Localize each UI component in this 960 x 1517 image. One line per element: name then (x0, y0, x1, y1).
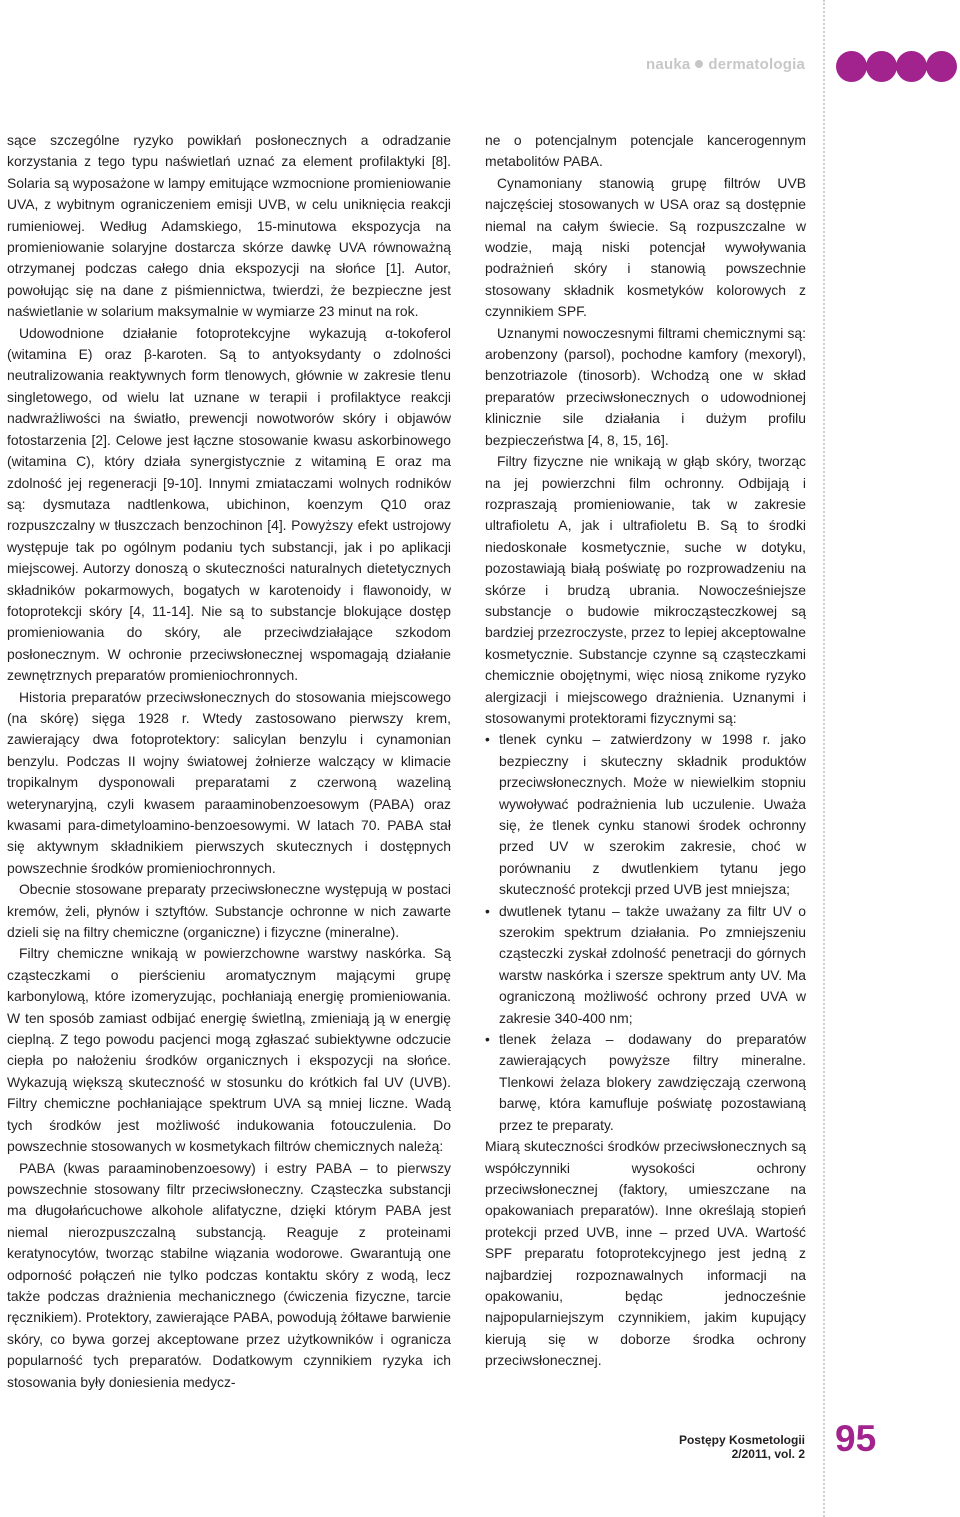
circle-icon (896, 51, 927, 82)
paragraph: Historia preparatów przeciwsłonecznych do stosowania miejscowego (na skórę) sięga 1928 r. Wtedy zastosowano pierwszy krem, zawierający dwa fotoprotektory: salicylan benzylu i cynamonian benzylu. Podczas II wojny światowej żołnierze walczący w klimacie tropikalnym dysponowali preparatami z czerwoną wazeliną weterynaryjną, czyli kwasem paraaminobenzoesowym (PABA) oraz kwasami para-dimetyloamino-benzoesowymi. W latach 70. PABA stał się aktywnym składnikiem pierwszych skutecznych i dostępnych powszechnie środków promieniochronnych. (7, 688, 451, 876)
right-column (485, 130, 806, 1372)
circle-icon (866, 51, 897, 82)
section-header (600, 56, 805, 73)
left-column (7, 130, 451, 1393)
list-item: • dwutlenek tytanu – także uważany za filtr UV o szerokim spektrum działania. Po zmniejszeniu cząsteczki zyskał zdolność penetracji do górnych warstw naskórka i szersze spektrum anty UV. Ma ograniczoną możliwość ochrony przed UVA w zakresie 340-400 nm; (485, 901, 806, 1029)
page-number: 95 (835, 1418, 877, 1459)
circle-icon (836, 51, 867, 82)
section-label: nauka (646, 56, 691, 73)
bullet-dot-icon (695, 60, 703, 68)
subsection-label: dermatologia (708, 56, 805, 73)
paragraph: Miarą skuteczności środków przeciwsłonecznych są współczynniki wysokości ochrony przeciwsłonecznej (faktory, umieszczane na opakowaniach preparatów). Inne określają stopień protekcji przed UVB, inne – przed UVA. Wartość SPF preparatu fotoprotekcyjnego jest jedną z najbardziej rozpoznawalnych informacji na opakowaniu, będąc jednocześnie najpopularniejszym czynnikiem, jakim kupujący kierują się w doborze środka ochrony przeciwsłonecznej. (485, 1138, 806, 1369)
journal-citation: Postępy Kosmetologii 2/2011, vol. 2 (678, 1433, 805, 1461)
paragraph: Uznanymi nowoczesnymi filtrami chemicznymi są: arobenzony (parsol), pochodne kamfory (mexoryl), benzotriazole (tinosorb). Wchodzą one w skład preparatów przeciwsłonecznych o udowodnionej klinicznie sile działania i dużym profilu bezpieczeństwa [4, 8, 15, 16]. (485, 324, 806, 448)
circle-icon (926, 51, 957, 82)
bullet-list (485, 729, 806, 1136)
dotted-margin-line (823, 0, 825, 1517)
list-item: • tlenek żelaza – dodawany do preparatów zawierających powyższe filtry mineralne. Tlenkowi żelaza blokery zawdzięczają czerwoną barwę, która kamufluje poświatę pozostawianą przez te preparaty. (485, 1029, 806, 1136)
paragraph: sące szczególne ryzyko powikłań posłonecznych a odradzanie korzystania z tego typu naświetlań uznać za element profilaktyki [8]. Solaria są wyposażone w lampy emitujące wzmocnione promieniowanie UVA, z wybitnym ograniczeniem emisji UVB, w celu uniknięcia reakcji rumieniowej. Według Adamskiego, 15-minutowa ekspozycja na promieniowanie solaryjne dostarcza skórze dawkę UVA równoważną otrzymanej podczas całego dnia ekspozycji na słońce [1]. Autor, powołując się na dane z piśmiennictwa, twierdzi, że bezpieczne jest naświetlanie w solarium maksymalnie w wymiarze 23 minut na rok. (7, 132, 451, 320)
paragraph: Udowodnione działanie fotoprotekcyjne wykazują α-tokoferol (witamina E) oraz β-karoten. Są to antyoksydanty o zdolności neutralizowania reaktywnych form tlenowych, głównie w zakresie tlenu singletowego, od wielu lat uznane w terapii i profilaktyce reakcji nadwrażliwości na światło, prewencji nowotworów skóry i objawów fotostarzenia [2]. Celowe jest łączne stosowanie kwasu askorbinowego (witamina C), który działa synergistycznie z witaminą E oraz ma zdolność jej regeneracji [9-10]. Innymi zmiataczami wolnych rodników są: dysmutaza nadtlenkowa, ubichinon, koenzym Q10 oraz rozpuszczalny w tłuszczach benzochinon [4]. Powyższy efekt ustrojowy występuje tak po ogólnym podaniu tych substancji, jak i po aplikacji miejscowej. Autorzy donoszą o skuteczności naturalnych dietetycznych składników pokarmowych, bogatych w karotenoidy i flawonoidy, w fotoprotekcji skóry [4, 11-14]. Nie są to substancje blokujące dostęp promieniowania do skóry, ale przeciwdziałające szkodom posłonecznym. W ochronie przeciwsłonecznej wspomagają działanie zewnętrznych preparatów promieniochronnych. (7, 324, 451, 684)
paragraph: Filtry chemiczne wnikają w powierzchowne warstwy naskórka. Są cząsteczkami o pierścieniu aromatycznym mającymi grupę karbonylową, które izomeryzując, pochłaniają energię promieniowania. W ten sposób zamiast odbijać energię świetlną, zmieniają ją w energię cieplną. Z tego powodu pacjenci mogą zgłaszać subiektywne odczucie ciepła po nałożeniu środków organicznych i ekspozycji na słońce. Wykazują większą skuteczność w stosunku do krótkich fal UV (UVB). Filtry chemiczne pochłaniające spektrum UVA są mniej liczne. Wadą tych środków jest możliwość indukowania fotouczulenia. Do powszechnie stosowanych w kosmetykach filtrów chemicznych należą: (7, 945, 451, 1155)
paragraph: PABA (kwas paraaminobenzoesowy) i estry PABA – to pierwszy powszechnie stosowany filtr przeciwsłoneczny. Cząsteczka substancji ma długołańcuchowe alkohole alifatyczne, dzięki którym PABA jest niemal nierozpuszczalną substancją. Reaguje z proteinami keratynocytów, tworząc stabilne wiązania wodorowe. Gwarantują one odporność połączeń nie tylko podczas kontaktu skóry z wodą, lecz także podczas drażnienia mechanicznego (ćwiczenia fizyczne, tarcie ręcznikiem). Protektory, zawierające PABA, powodują żółtawe barwienie skóry, co bywa gorzej akceptowane przez użytkowników i ogranicza popularność tych preparatów. Dodatkowym czynnikiem ryzyka ich stosowania były doniesienia medycz- (7, 1159, 451, 1390)
paragraph: Cynamoniany stanowią grupę filtrów UVB najczęściej stosowanych w USA oraz są dostępnie niemal na całym świecie. Są rozpuszczalne w wodzie, mają niski potencjał wywoływania podrażnień skóry i stanowią powszechnie stosowany składnik kosmetyków kolorowych z czynnikiem SPF. (485, 174, 806, 320)
paragraph: Obecnie stosowane preparaty przeciwsłoneczne występują w postaci kremów, żeli, płynów i sztyftów. Substancje ochronne w nich zawarte dzieli się na filtry chemiczne (organiczne) i fizyczne (mineralne). (7, 881, 451, 941)
paragraph: ne o potencjalnym potencjale kancerogennym metabolitów PABA. (485, 132, 806, 170)
paragraph: Filtry fizyczne nie wnikają w głąb skóry, tworząc na jej powierzchni film ochronny. Odbijają i rozpraszają promieniowanie, tak w zakresie ultrafioletu A, jak i ultrafioletu B. Są to środki niedoskonałe kosmetycznie, suche w dotyku, pozostawiają białą poświatę po rozprowadzeniu na skórze i brudzą ubrania. Nowocześniejsze substancje o budowie mikrocząsteczkowej są bardziej przezroczyste, przez to lepiej akceptowalne kosmetycznie. Substancje czynne są cząsteczkami chemicznie obojętnymi, więc niosą znikome ryzyko alergizacji i miejscowego drażnienia. Uznanymi i stosowanymi protektorami fizycznymi są: (485, 453, 806, 726)
list-item: • tlenek cynku – zatwierdzony w 1998 r. jako bezpieczny i skuteczny składnik produktów przeciwsłonecznych. Może w niewielkim stopniu wywoływać podrażnienia lub uczulenie. Uważa się, że tlenek cynku stanowi środek ochronny przed UV w szerokim zakresie, choć w porównaniu z dwutlenkiem tytanu jego skuteczność protekcji przed UVB jest mniejsza; (485, 729, 806, 900)
